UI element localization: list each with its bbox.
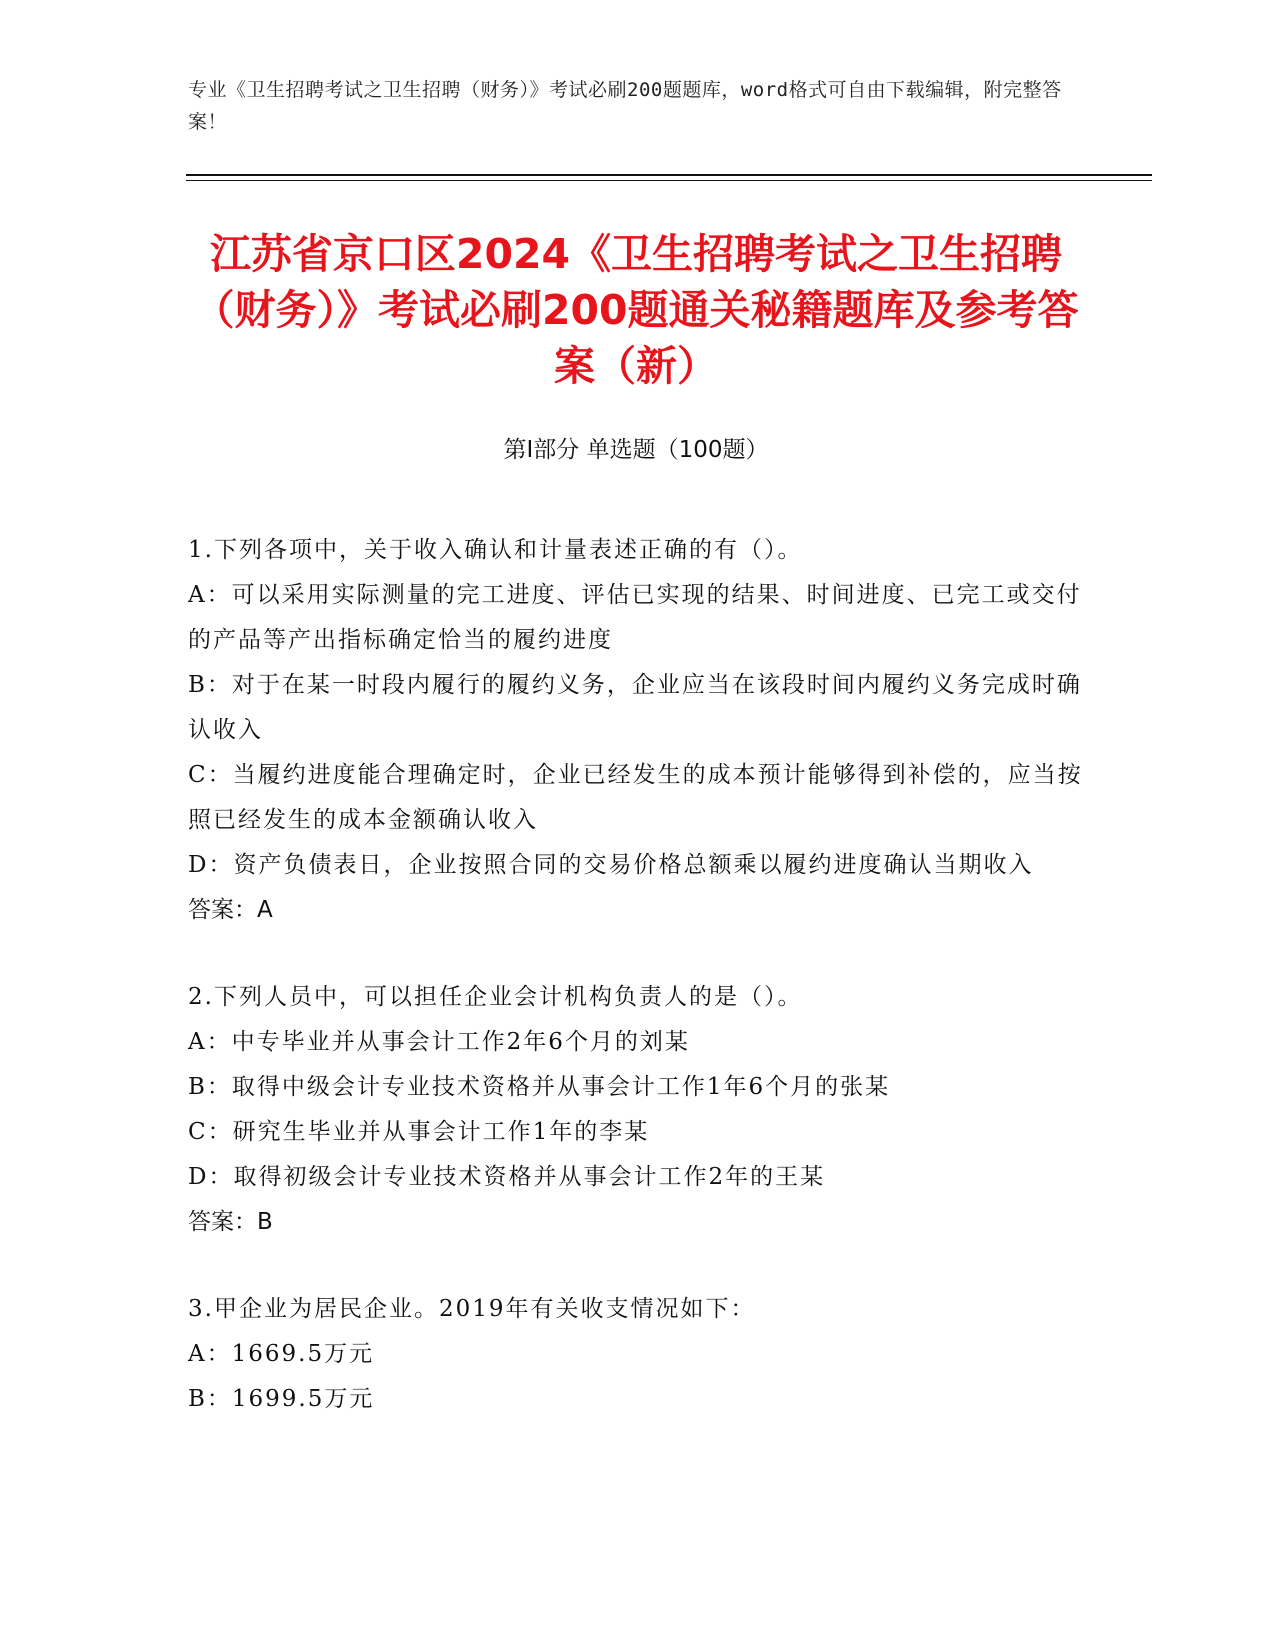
section-title: 第Ⅰ部分 单选题（100题） (503, 437, 769, 463)
option-c: C：当履约进度能合理确定时，企业已经发生的成本预计能够得到补偿的，应当按照已经发生的成本金额确认收入 (188, 762, 1083, 833)
answer-line: 答案：A (188, 897, 273, 923)
option-a: A：中专毕业并从事会计工作2年6个月的刘某 (188, 1029, 690, 1055)
option-b: B：1699.5万元 (188, 1386, 375, 1412)
question-stem: 1.下列各项中，关于收入确认和计量表述正确的有（）。 (188, 537, 803, 563)
option-c: C：研究生毕业并从事会计工作1年的李某 (188, 1119, 650, 1145)
option-d: D：资产负债表日，企业按照合同的交易价格总额乘以履约进度确认当期收入 (188, 852, 1034, 878)
question-3 (188, 1287, 1088, 1422)
header-note: 专业《卫生招聘考试之卫生招聘（财务）》考试必刷200题题库，word格式可自由下载编辑，附完整答案！ (188, 79, 1062, 133)
option-b: B：取得中级会计专业技术资格并从事会计工作1年6个月的张某 (188, 1074, 891, 1100)
answer-line: 答案：B (188, 1209, 273, 1235)
header-rule-thick (186, 174, 1152, 176)
option-d: D：取得初级会计专业技术资格并从事会计工作2年的王某 (188, 1164, 826, 1190)
option-b: B：对于在某一时段内履行的履约义务，企业应当在该段时间内履约义务完成时确认收入 (188, 672, 1082, 743)
question-1 (188, 528, 1088, 933)
header-rule-thin (186, 180, 1152, 181)
question-list (188, 528, 1088, 1464)
question-stem: 3.甲企业为居民企业。2019年有关收支情况如下： (188, 1296, 756, 1322)
document-title: 江苏省京口区2024《卫生招聘考试之卫生招聘（财务）》考试必刷200题通关秘籍题库及参考答案（新） (193, 230, 1079, 390)
option-a: A：1669.5万元 (188, 1341, 375, 1367)
option-a: A：可以采用实际测量的完工进度、评估已实现的结果、时间进度、已完工或交付的产品等产出指标确定恰当的履约进度 (188, 582, 1082, 653)
question-stem: 2.下列人员中，可以担任企业会计机构负责人的是（）。 (188, 984, 803, 1010)
question-2 (188, 975, 1088, 1245)
